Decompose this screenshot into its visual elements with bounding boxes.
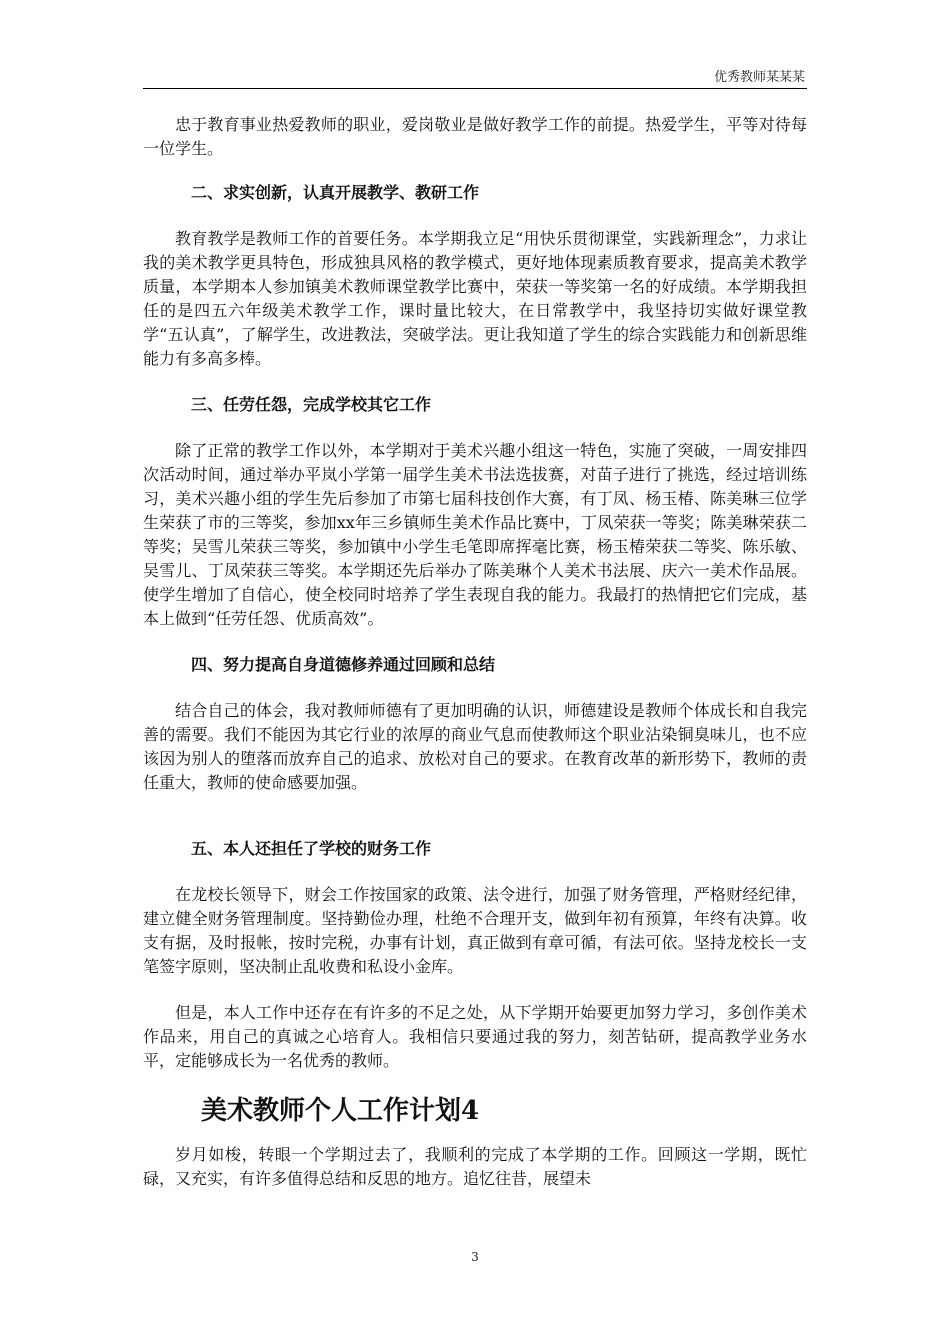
page-header bbox=[143, 62, 807, 89]
document-body bbox=[143, 113, 807, 1191]
section-heading-3: 三、任劳任怨，完成学校其它工作 bbox=[191, 395, 432, 414]
section-heading-5: 五、本人还担任了学校的财务工作 bbox=[191, 839, 432, 858]
paragraph-plan-intro: 岁月如梭，转眼一个学期过去了，我顺利的完成了本学期的工作。回顾这一学期，既忙碌，又充实，有许多值得总结和反思的地方。追忆往昔，展望未 bbox=[143, 1145, 807, 1188]
document-title: 美术教师个人工作计划4 bbox=[201, 1096, 480, 1126]
paragraph-teaching: 教育教学是教师工作的首要任务。本学期我立足“用快乐贯彻课堂，实践新理念”，力求让我的美术教学更具特色，形成独具风格的教学模式，更好地体现素质教育要求，提高美术教学质量，本学期本人参加镇美术教师课堂教学比赛中，荣获一等奖第一名的好成绩。本学期我担任的是四五六年级美术教学工作，课时量比较大，在日常教学中，我坚持切实做好课堂教学“五认真”，了解学生，改进教法，突破学法。更让我知道了学生的综合实践能力和创新思维能力有多高多棒。 bbox=[143, 229, 807, 368]
paragraph-other-work: 除了正常的教学工作以外，本学期对于美术兴趣小组这一特色，实施了突破，一周安排四次活动时间，通过举办平岚小学第一届学生美术书法选拔赛，对苗子进行了挑选，经过培训练习，美术兴趣小组的学生先后参加了市第七届科技创作大赛，有丁凤、杨玉椿、陈美琳三位学生荣获了市的三等奖，参加xx年三乡镇师生美术作品比赛中，丁凤荣获一等奖；陈美琳荣获二等奖；吴雪儿荣获三等奖，参加镇中小学生毛笔即席挥毫比赛，杨玉椿荣获二等奖、陈乐敏、吴雪儿、丁凤荣获三等奖。本学期还先后举办了陈美琳个人美术书法展、庆六一美术作品展。使学生增加了自信心，使全校同时培养了学生表现自我的能力。我最打的热情把它们完成，基本上做到“任劳任怨、优质高效”。 bbox=[143, 441, 807, 628]
paragraph-intro: 忠于教育事业热爱教师的职业，爱岗敬业是做好教学工作的前提。热爱学生，平等对待每一位学生。 bbox=[143, 115, 807, 158]
section-heading-2: 二、求实创新，认真开展教学、教研工作 bbox=[191, 183, 480, 202]
paragraph-finance: 在龙校长领导下，财会工作按国家的政策、法令进行，加强了财务管理，严格财经纪律，建立健全财务管理制度。坚持勤俭办理，杜绝不合理开支，做到年初有预算，年终有决算。收支有据，及时报帐，按时完税，办事有计划，真正做到有章可循，有法可依。坚持龙校长一支笔签字原则，坚决制止乱收费和私设小金库。 bbox=[143, 885, 807, 976]
header-text: 优秀教师某某某 bbox=[713, 70, 805, 85]
paragraph-conclusion: 但是，本人工作中还存在有许多的不足之处，从下学期开始要更加努力学习，多创作美术作品来，用自己的真诚之心培育人。我相信只要通过我的努力，刻苦钻研，提高教学业务水平，定能够成长为一名优秀的教师。 bbox=[143, 1003, 807, 1070]
section-heading-4: 四、努力提高自身道德修养通过回顾和总结 bbox=[191, 655, 496, 674]
paragraph-ethics: 结合自己的体会，我对教师师德有了更加明确的认识，师德建设是教师个体成长和自我完善的需要。我们不能因为其它行业的浓厚的商业气息而使教师这个职业沾染铜臭味儿，也不应该因为别人的堕落而放弃自己的追求、放松对自己的要求。在教育改革的新形势下，教师的责任重大，教师的使命感要加强。 bbox=[143, 701, 807, 792]
page-number: 3 bbox=[471, 1250, 479, 1264]
